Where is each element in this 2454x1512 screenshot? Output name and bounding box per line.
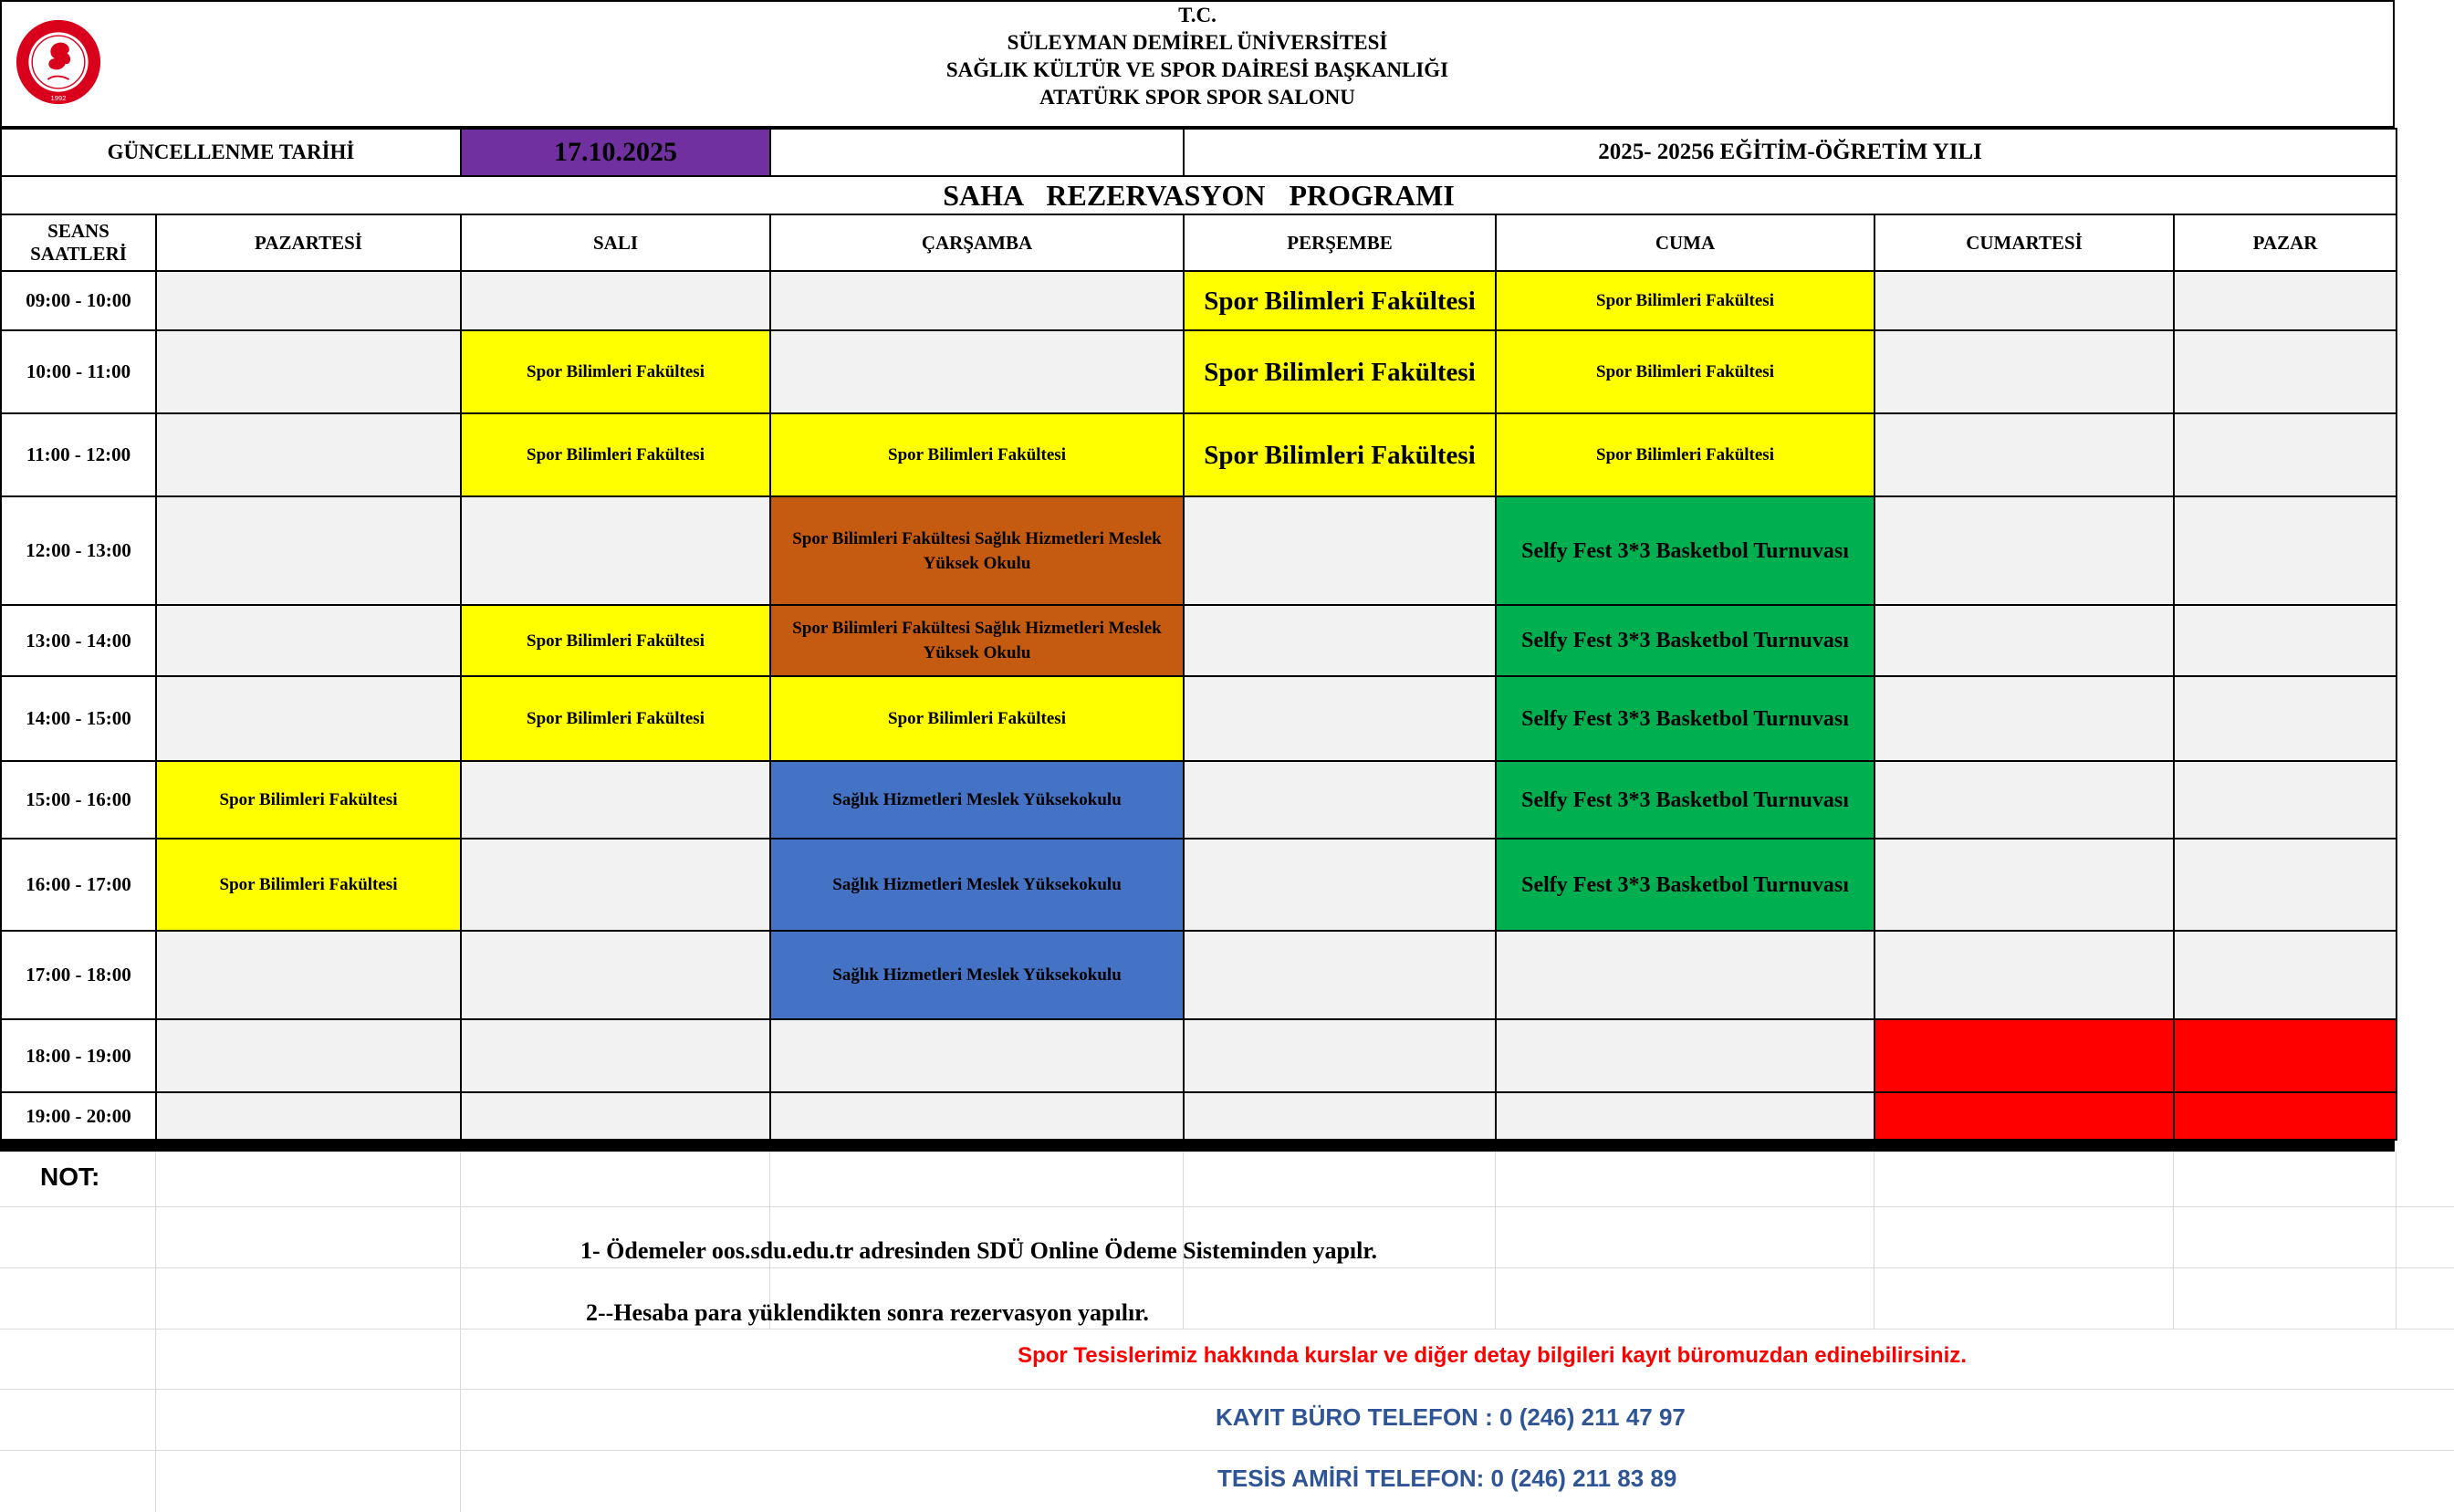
empty-slot [2174, 931, 2397, 1019]
program-title: SAHA REZERVASYON PROGRAMI [1, 176, 2397, 214]
time-slot: 13:00 - 14:00 [1, 605, 156, 676]
empty-slot [1496, 931, 1874, 1019]
empty-info-cell [770, 129, 1184, 176]
time-slot: 16:00 - 17:00 [1, 839, 156, 931]
title-tc: T.C. [1178, 4, 1217, 26]
booking-cell: Spor Bilimleri Fakültesi [1184, 271, 1496, 330]
day-header-row [1, 214, 2397, 271]
schedule-row [1, 676, 2397, 761]
schedule-row [1, 271, 2397, 330]
empty-slot [156, 496, 461, 605]
booking-cell: Spor Bilimleri Fakültesi [461, 676, 770, 761]
empty-slot [1874, 676, 2174, 761]
booking-cell: Spor Bilimleri Fakültesi [1496, 330, 1874, 413]
gridline [155, 1152, 156, 1512]
title-facility: ATATÜRK SPOR SPOR SALONU [1039, 86, 1355, 109]
time-slot: 11:00 - 12:00 [1, 413, 156, 496]
empty-slot [461, 1019, 770, 1092]
empty-slot [156, 271, 461, 330]
booking-cell: Selfy Fest 3*3 Basketbol Turnuvası [1496, 605, 1874, 676]
empty-slot [1184, 496, 1496, 605]
gridline [0, 1329, 2454, 1330]
booking-cell: Selfy Fest 3*3 Basketbol Turnuvası [1496, 496, 1874, 605]
update-label: GÜNCELLENME TARİHİ [1, 129, 461, 176]
empty-slot [2174, 676, 2397, 761]
day-header-saturday: CUMARTESİ [1874, 214, 2174, 271]
closed-slot [2174, 1092, 2397, 1140]
empty-slot [156, 1092, 461, 1140]
empty-slot [2174, 496, 2397, 605]
empty-slot [156, 605, 461, 676]
schedule-row [1, 1019, 2397, 1092]
empty-slot [2174, 605, 2397, 676]
empty-slot [2174, 839, 2397, 931]
booking-cell: Spor Bilimleri Fakültesi [461, 413, 770, 496]
time-slot: 10:00 - 11:00 [1, 330, 156, 413]
booking-cell: Spor Bilimleri Fakültesi Sağlık Hizmetleri Meslek Yüksek Okulu [770, 605, 1184, 676]
time-slot: 15:00 - 16:00 [1, 761, 156, 839]
booking-cell: Selfy Fest 3*3 Basketbol Turnuvası [1496, 761, 1874, 839]
schedule-row [1, 839, 2397, 931]
title-lines [2, 2, 2393, 111]
empty-slot [461, 496, 770, 605]
empty-slot [1184, 676, 1496, 761]
empty-slot [461, 839, 770, 931]
closed-slot [1874, 1092, 2174, 1140]
booking-cell: Sağlık Hizmetleri Meslek Yüksekokulu [770, 931, 1184, 1019]
time-slot: 09:00 - 10:00 [1, 271, 156, 330]
schedule-row [1, 330, 2397, 413]
day-header-friday: CUMA [1496, 214, 1874, 271]
gridline [0, 1450, 2454, 1451]
note-reservation: 2--Hesaba para yüklendikten sonra rezervasyon yapılır. [586, 1299, 1149, 1326]
note-payment: 1- Ödemeler oos.sdu.edu.tr adresinden SDÜ Online Ödeme Sisteminden yapılr. [580, 1237, 1378, 1264]
time-slot: 12:00 - 13:00 [1, 496, 156, 605]
empty-slot [1496, 1019, 1874, 1092]
booking-cell: Selfy Fest 3*3 Basketbol Turnuvası [1496, 676, 1874, 761]
empty-slot [770, 1092, 1184, 1140]
empty-slot [461, 761, 770, 839]
schedule-row [1, 605, 2397, 676]
booking-cell: Sağlık Hizmetleri Meslek Yüksekokulu [770, 839, 1184, 931]
booking-cell: Spor Bilimleri Fakültesi [461, 330, 770, 413]
empty-slot [461, 931, 770, 1019]
empty-slot [1496, 1092, 1874, 1140]
empty-slot [1874, 839, 2174, 931]
empty-slot [1184, 761, 1496, 839]
reservation-table [0, 128, 2397, 1141]
empty-slot [770, 330, 1184, 413]
gridline [1495, 1152, 1496, 1329]
table-bottom-border [0, 1139, 2395, 1152]
empty-slot [1874, 330, 2174, 413]
empty-slot [1874, 271, 2174, 330]
empty-slot [1184, 1019, 1496, 1092]
sheet-gridlines [0, 1152, 2454, 1512]
time-slot: 14:00 - 15:00 [1, 676, 156, 761]
booking-cell: Spor Bilimleri Fakültesi Sağlık Hizmetleri Meslek Yüksek Okulu [770, 496, 1184, 605]
closed-slot [1874, 1019, 2174, 1092]
info-row [1, 129, 2397, 176]
academic-year: 2025- 20256 EĞİTİM-ÖĞRETİM YILI [1184, 129, 2397, 176]
empty-slot [1184, 605, 1496, 676]
empty-slot [1874, 931, 2174, 1019]
svg-text:1992: 1992 [50, 94, 67, 103]
booking-cell: Spor Bilimleri Fakültesi [1496, 413, 1874, 496]
booking-cell: Spor Bilimleri Fakültesi [770, 413, 1184, 496]
booking-cell: Spor Bilimleri Fakültesi [1184, 413, 1496, 496]
empty-slot [156, 413, 461, 496]
booking-cell: Spor Bilimleri Fakültesi [770, 676, 1184, 761]
schedule-row [1, 413, 2397, 496]
gridline [0, 1206, 2454, 1207]
empty-slot [461, 271, 770, 330]
empty-slot [156, 676, 461, 761]
empty-slot [770, 271, 1184, 330]
schedule-row [1, 496, 2397, 605]
empty-slot [1874, 413, 2174, 496]
booking-cell: Selfy Fest 3*3 Basketbol Turnuvası [1496, 839, 1874, 931]
empty-slot [1184, 931, 1496, 1019]
booking-cell: Spor Bilimleri Fakültesi [156, 839, 461, 931]
time-slot: 18:00 - 19:00 [1, 1019, 156, 1092]
title-block [0, 0, 2395, 128]
empty-slot [1184, 1092, 1496, 1140]
day-header-tuesday: SALI [461, 214, 770, 271]
day-header-wednesday: ÇARŞAMBA [770, 214, 1184, 271]
booking-cell: Spor Bilimleri Fakültesi [1496, 271, 1874, 330]
empty-slot [1874, 496, 2174, 605]
time-slot: 19:00 - 20:00 [1, 1092, 156, 1140]
note-label: NOT: [40, 1163, 100, 1191]
gridline [460, 1152, 461, 1512]
program-title-row [1, 176, 2397, 214]
empty-slot [2174, 330, 2397, 413]
facility-manager-phone: TESİS AMİRİ TELEFON: 0 (246) 211 83 89 [1217, 1465, 1677, 1492]
empty-slot [156, 931, 461, 1019]
gridline [2173, 1152, 2174, 1329]
empty-slot [2174, 271, 2397, 330]
empty-slot [156, 330, 461, 413]
time-slot: 17:00 - 18:00 [1, 931, 156, 1019]
empty-slot [770, 1019, 1184, 1092]
empty-slot [2174, 413, 2397, 496]
booking-cell: Spor Bilimleri Fakültesi [1184, 330, 1496, 413]
registration-phone: KAYIT BÜRO TELEFON : 0 (246) 211 47 97 [1216, 1403, 1686, 1431]
empty-slot [1874, 605, 2174, 676]
empty-slot [1874, 761, 2174, 839]
booking-cell: Spor Bilimleri Fakültesi [461, 605, 770, 676]
schedule-row [1, 931, 2397, 1019]
day-header-monday: PAZARTESİ [156, 214, 461, 271]
gridline [0, 1267, 2454, 1268]
empty-slot [2174, 761, 2397, 839]
booking-cell: Spor Bilimleri Fakültesi [156, 761, 461, 839]
gridline [2396, 1152, 2397, 1329]
session-hours-header: SEANS SAATLERİ [1, 214, 156, 271]
day-header-sunday: PAZAR [2174, 214, 2397, 271]
empty-slot [156, 1019, 461, 1092]
booking-cell: Sağlık Hizmetleri Meslek Yüksekokulu [770, 761, 1184, 839]
title-department: SAĞLIK KÜLTÜR VE SPOR DAİRESİ BAŞKANLIĞI [945, 58, 1449, 81]
gridline [0, 1389, 2454, 1390]
title-university: SÜLEYMAN DEMİREL ÜNİVERSİTESİ [1007, 31, 1388, 54]
empty-slot [461, 1092, 770, 1140]
update-date: 17.10.2025 [461, 129, 770, 176]
note-info-red: Spor Tesislerimiz hakkında kurslar ve diğer detay bilgileri kayıt büromuzdan edinebilirsiniz. [1018, 1343, 1967, 1368]
closed-slot [2174, 1019, 2397, 1092]
schedule-row [1, 761, 2397, 839]
schedule-row [1, 1092, 2397, 1140]
empty-slot [1184, 839, 1496, 931]
day-header-thursday: PERŞEMBE [1184, 214, 1496, 271]
